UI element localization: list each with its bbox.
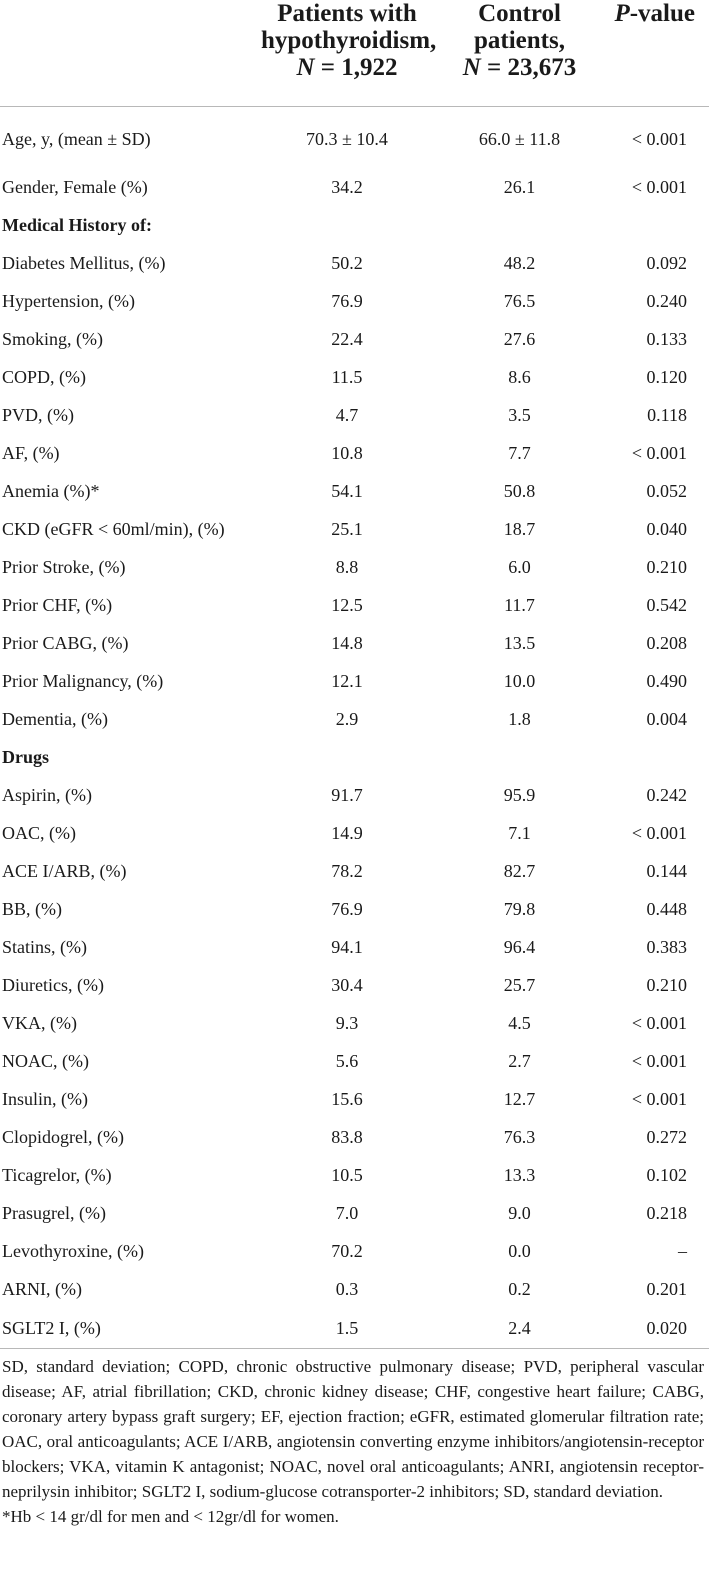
header-hypothyroidism [260, 0, 437, 107]
row-p-value: < 0.001 [631, 822, 687, 843]
row-hypo-value: 78.2 [331, 860, 363, 881]
row-label: Ticagrelor, (%) [2, 1164, 112, 1185]
table-row [0, 1232, 709, 1270]
row-p-value: 0.210 [646, 974, 687, 995]
row-control-value: 96.4 [503, 936, 536, 957]
row-p-value: 0.490 [646, 670, 687, 691]
row-p-value: 0.102 [646, 1164, 687, 1185]
row-control-value: 3.5 [508, 404, 531, 425]
row-hypo-value: 94.1 [331, 936, 363, 957]
row-hypo-value: 15.6 [331, 1088, 363, 1109]
row-label: Prasugrel, (%) [2, 1202, 106, 1223]
row-control-value: 13.3 [503, 1164, 536, 1185]
row-label: Levothyroxine, (%) [2, 1240, 144, 1261]
row-label: Statins, (%) [2, 936, 87, 957]
header-p-rest: -value [629, 0, 695, 27]
table-row [0, 966, 709, 1004]
header-hypo-line2: hypothyroidism, [261, 27, 437, 54]
row-control-value: 4.5 [508, 1012, 531, 1033]
section-label: Medical History of: [2, 214, 152, 235]
table-row [0, 662, 709, 700]
header-control-n-value: = 23,673 [480, 54, 577, 81]
row-control-value: 6.0 [508, 556, 531, 577]
row-label: ARNI, (%) [2, 1278, 82, 1299]
row-p-value: 0.092 [646, 252, 687, 273]
table-header [0, 0, 709, 107]
row-control-value: 95.9 [503, 784, 536, 805]
row-hypo-value: 34.2 [331, 176, 363, 197]
row-control-value: 48.2 [503, 252, 536, 273]
row-p-value: 0.118 [647, 404, 687, 425]
header-row [0, 0, 709, 107]
row-label: AF, (%) [2, 442, 60, 463]
row-p-value [605, 738, 709, 776]
row-hypo-value: 76.9 [331, 290, 363, 311]
row-hypo-value: 30.4 [331, 974, 363, 995]
row-label: Diuretics, (%) [2, 974, 104, 995]
table-row [0, 548, 709, 586]
row-hypo-value: 11.5 [331, 366, 363, 387]
row-control-value: 11.7 [504, 594, 535, 615]
row-label: COPD, (%) [2, 366, 86, 387]
table-row [0, 1004, 709, 1042]
row-p-value: 0.210 [646, 556, 687, 577]
row-hypo-value: 91.7 [331, 784, 363, 805]
row-control-value: 76.5 [503, 290, 536, 311]
row-control-value: 12.7 [503, 1088, 536, 1109]
row-control-value: 2.7 [508, 1050, 531, 1071]
row-hypo-value: 70.3 ± 10.4 [306, 129, 388, 149]
row-p-value: 0.242 [646, 784, 687, 805]
row-label: Prior CABG, (%) [2, 632, 129, 653]
table-row [0, 700, 709, 738]
row-label: Clopidogrel, (%) [2, 1126, 124, 1147]
row-label: Insulin, (%) [2, 1088, 88, 1109]
row-p-value: < 0.001 [631, 1012, 687, 1033]
row-label: Age, y, (mean ± SD) [2, 129, 151, 149]
row-control-value: 50.8 [503, 480, 536, 501]
row-label: VKA, (%) [2, 1012, 77, 1033]
row-control-value: 25.7 [503, 974, 536, 995]
table-body [0, 107, 709, 1349]
row-label: ACE I/ARB, (%) [2, 860, 127, 881]
row-hypo-value: 7.0 [335, 1202, 359, 1223]
row-hypo-value: 25.1 [331, 518, 363, 539]
row-hypo-value: 54.1 [331, 480, 363, 501]
header-p-value [605, 0, 709, 107]
row-hypo-value: 10.8 [331, 442, 363, 463]
header-control-n-label: N [462, 54, 481, 81]
row-p-value: < 0.001 [631, 442, 687, 463]
row-label: Prior CHF, (%) [2, 594, 113, 615]
header-hypo-n-value: = 1,922 [314, 54, 398, 81]
row-control-value: 9.0 [508, 1202, 531, 1223]
row-control-value: 27.6 [503, 328, 536, 349]
header-control [434, 0, 605, 107]
header-hypo-n-label: N [296, 54, 315, 81]
table-row [0, 1194, 709, 1232]
row-p-value: < 0.001 [631, 129, 687, 149]
row-control-value: 26.1 [503, 176, 536, 197]
row-control-value: 0.2 [508, 1278, 531, 1299]
row-control-value: 7.1 [508, 822, 531, 843]
row-label: OAC, (%) [2, 822, 76, 843]
row-p-value: 0.052 [646, 480, 687, 501]
table-notes [2, 1354, 704, 1529]
row-control-value: 66.0 ± 11.8 [478, 129, 561, 149]
row-control-value: 2.4 [434, 1308, 605, 1349]
table-row [0, 1118, 709, 1156]
section-label: Drugs [2, 746, 50, 767]
row-p-value: 0.272 [646, 1126, 687, 1147]
row-label: Diabetes Mellitus, (%) [2, 252, 166, 273]
row-control-value: 18.7 [503, 518, 536, 539]
table-row [0, 890, 709, 928]
table-row [0, 168, 709, 206]
table-row [0, 282, 709, 320]
row-hypo-value: 14.8 [331, 632, 363, 653]
table-row [0, 624, 709, 662]
table-row [0, 852, 709, 890]
row-label: Hypertension, (%) [2, 290, 135, 311]
section-row [0, 738, 709, 776]
table-row [0, 1042, 709, 1080]
row-p-value: < 0.001 [631, 1050, 687, 1071]
row-hypo-value: 10.5 [331, 1164, 363, 1185]
table-row [0, 320, 709, 358]
row-p-value: 0.240 [646, 290, 687, 311]
row-hypo-value: 12.5 [331, 594, 363, 615]
table-row [0, 1080, 709, 1118]
row-p-value: 0.040 [646, 518, 687, 539]
row-label: Prior Malignancy, (%) [2, 670, 164, 691]
row-label: Gender, Female (%) [2, 176, 148, 197]
row-label: SGLT2 I, (%) [0, 1308, 260, 1349]
row-p-value: 0.208 [646, 632, 687, 653]
table-row [0, 1270, 709, 1308]
row-hypo-value: 2.9 [335, 708, 359, 729]
row-control-value: 79.8 [503, 898, 536, 919]
table-row [0, 586, 709, 624]
table-row [0, 434, 709, 472]
table-row [0, 244, 709, 282]
row-label: Anemia (%)* [2, 480, 100, 501]
row-control-value: 0.0 [508, 1240, 531, 1261]
row-label: CKD (eGFR < 60ml/min), (%) [2, 518, 225, 539]
header-control-line1: Control [478, 0, 561, 27]
table-row [0, 1156, 709, 1194]
row-hypo-value: 50.2 [331, 252, 363, 273]
row-control-value: 8.6 [508, 366, 531, 387]
row-p-value: < 0.001 [631, 176, 687, 197]
row-hypo-value: 22.4 [331, 328, 363, 349]
table-row [0, 472, 709, 510]
header-variable [0, 0, 260, 107]
row-hypo-value: 0.3 [335, 1278, 359, 1299]
header-p-italic: P [614, 0, 630, 27]
row-p-value: 0.020 [605, 1308, 709, 1349]
row-label: PVD, (%) [2, 404, 74, 425]
row-hypo-value: 5.6 [335, 1050, 359, 1071]
table-row [0, 814, 709, 852]
row-control-value: 13.5 [503, 632, 536, 653]
row-control-value: 7.7 [508, 442, 531, 463]
row-p-value: 0.120 [646, 366, 687, 387]
row-label: Aspirin, (%) [2, 784, 92, 805]
row-control-value: 10.0 [503, 670, 536, 691]
abbreviations-note: SD, standard deviation; COPD, chronic obstructive pulmonary disease; PVD, peripheral vascular disease; AF, atrial fibrillation; CKD, chronic kidney disease; CHF, congestive heart failure; CABG, coronary artery bypass graft surgery; EF, ejection fraction; eGFR, estimated glomerular filtration rate; OAC, oral anticoagulants; ACE I/ARB, angiotensin converting enzyme inhibitors/angiotensin-receptor blockers; VKA, vitamin K antagonist; NOAC, novel oral anticoagulants; ANRI, angiotensin receptor-neprilysin inhibitor; SGLT2 I, sodium-glucose cotransporter-2 inhibitors; SD, standard deviation. [2, 1357, 704, 1501]
row-hypo-value: 8.8 [335, 556, 359, 577]
row-hypo-value: 83.8 [331, 1126, 363, 1147]
table-row [0, 396, 709, 434]
row-hypo-value: 76.9 [331, 898, 363, 919]
row-p-value: 0.542 [646, 594, 687, 615]
row-control-value [434, 738, 605, 776]
row-p-value: 0.218 [646, 1202, 687, 1223]
table-row [0, 510, 709, 548]
row-p-value: 0.004 [646, 708, 687, 729]
row-p-value: 0.448 [646, 898, 687, 919]
row-control-value: 82.7 [503, 860, 536, 881]
section-row [0, 206, 709, 244]
table-row [0, 107, 709, 169]
row-control-value [434, 206, 605, 244]
header-control-line2: patients, [474, 27, 565, 54]
row-hypo-value: 70.2 [331, 1240, 363, 1261]
table-row [0, 1308, 709, 1349]
header-hypo-line1: Patients with [277, 0, 417, 27]
row-label: NOAC, (%) [2, 1050, 89, 1071]
row-hypo-value [260, 206, 434, 244]
row-p-value: < 0.001 [631, 1088, 687, 1109]
table-row [0, 928, 709, 966]
row-p-value: 0.133 [646, 328, 687, 349]
row-hypo-value: 4.7 [335, 404, 359, 425]
table-row [0, 358, 709, 396]
row-p-value: 0.144 [646, 860, 687, 881]
row-label: Prior Stroke, (%) [2, 556, 126, 577]
row-label: Smoking, (%) [2, 328, 103, 349]
row-control-value: 76.3 [503, 1126, 536, 1147]
row-hypo-value [260, 738, 434, 776]
row-p-value: 0.383 [646, 936, 687, 957]
row-p-value [605, 206, 709, 244]
anemia-footnote: *Hb < 14 gr/dl for men and < 12gr/dl for women. [2, 1507, 339, 1526]
row-p-value: 0.201 [646, 1278, 687, 1299]
table-row [0, 776, 709, 814]
row-hypo-value: 14.9 [331, 822, 363, 843]
row-hypo-value: 9.3 [335, 1012, 359, 1033]
row-label: Dementia, (%) [2, 708, 108, 729]
row-hypo-value: 12.1 [331, 670, 363, 691]
row-p-value: – [678, 1240, 687, 1261]
row-control-value: 1.8 [508, 708, 531, 729]
row-label: BB, (%) [2, 898, 62, 919]
row-hypo-value: 1.5 [260, 1308, 434, 1349]
